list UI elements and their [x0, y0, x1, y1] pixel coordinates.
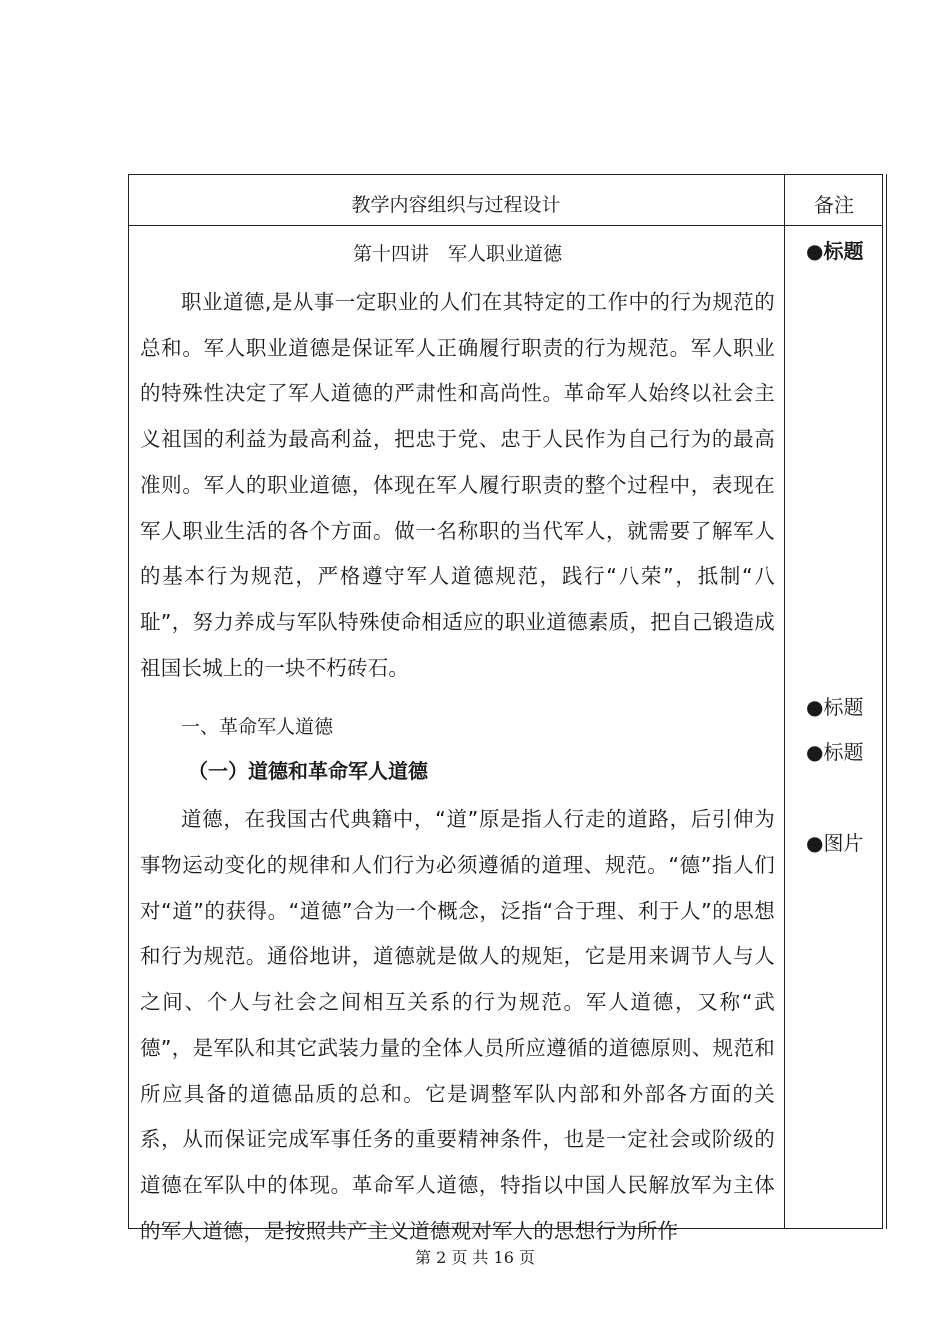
- lecture-title: 第十四讲 军人职业道德: [352, 243, 562, 265]
- lesson-content: [140, 240, 775, 1254]
- page-footer: 第 2 页 共 16 页: [415, 1248, 535, 1267]
- subsection-heading: （一）道德和革命军人道德: [188, 759, 428, 784]
- column-divider: [784, 174, 785, 1229]
- note-image: ●图片: [806, 831, 864, 855]
- header-divider: [128, 225, 883, 226]
- note-title-2: ●标题: [806, 695, 864, 719]
- section-heading: 一、革命军人道德: [181, 716, 334, 739]
- note-title-1: ●标题: [806, 239, 864, 263]
- intro-paragraph: 职业道德,是从事一定职业的人们在其特定的工作中的行为规范的总和。军人职业道德是保证军人正确履行职责的行为规范。军人职业的特殊性决定了军人道德的严肃性和高尚性。革命军人始终以社会主义祖国的利益为最高利益，把忠于党、忠于人民作为自己行为的最高准则。军人的职业道德，体现在军人履行职责的整个过程中，表现在军人职业生活的各个方面。做一名称职的当代军人，就需要了解军人的基本行为规范，严格遵守军人道德规范，践行“八荣”，抵制“八耻”，努力养成与军队特殊使命相适应的职业道德素质，把自己锻造成祖国长城上的一块不朽砖石。: [140, 290, 775, 680]
- table-header-note: 备注: [814, 193, 854, 217]
- body-paragraph: 道德，在我国古代典籍中，“道”原是指人行走的道路，后引伸为事物运动变化的规律和人们行为必须遵循的道理、规范。“德”指人们对“道”的获得。“道德”合为一个概念，泛指“合于理、利于人”的思想和行为规范。通俗地讲，道德就是做人的规矩，它是用来调节人与人之间、个人与社会之间相互关系的行为规范。军人道德，又称“武德”，是军队和其它武装力量的全体人员所应遵循的道德原则、规范和所应具备的道德品质的总和。它是调整军队内部和外部各方面的关系，从而保证完成军事任务的重要精神条件，也是一定社会或阶级的道德在军队中的体现。革命军人道德，特指以中国人民解放军为主体的军人道德，是按照共产主义道德观对军人的思想行为所作: [140, 807, 775, 1243]
- note-title-3: ●标题: [806, 740, 864, 764]
- table-header-main: 教学内容组织与过程设计: [351, 194, 561, 216]
